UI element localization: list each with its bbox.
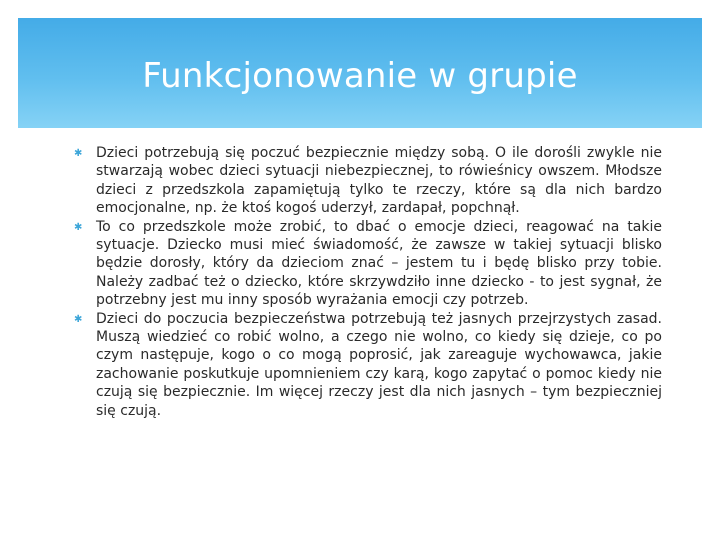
slide-title: Funkcjonowanie w grupie [142, 56, 578, 96]
bullet-item-1 [74, 144, 662, 218]
asterisk-bullet-icon: ✱ [74, 148, 83, 159]
bullet-item-2 [74, 218, 662, 310]
bullet-text: Dzieci do poczucia bezpieczeństwa potrzebują też jasnych przejrzystych zasad. Muszą wiedzieć co robić wolno, a czego nie wolno, co kiedy się dzieje, co po czym następuje, kogo o co mogą poprosić, jak zareaguje wychowawca, jakie zachowanie poskutkuje upomnieniem czy karą, kogo zapytać o pomoc kiedy nie czują się bezpiecznie. Im więcej rzeczy jest dla nich jasnych – tym bezpieczniej się czują. [96, 310, 662, 419]
asterisk-bullet-icon: ✱ [74, 313, 83, 325]
bullet-text: To co przedszkole może zrobić, to dbać o emocje dzieci, reagować na takie sytuacje. Dziecko musi mieć świadomość, że zawsze w takiej sytuacji blisko będzie dorosły, który da dzieciom znać – jestem tu i będę blisko przy tobie. Należy zadbać też o dziecko, które skrzywdziło inne dziecko - to jest sygnał, że potrzebny jest mu inny sposób wyrażania emocji czy potrzeb. [96, 218, 662, 309]
asterisk-bullet-icon: ✱ [74, 221, 83, 233]
bullet-item-3 [74, 310, 662, 420]
bullet-text: Dzieci potrzebują się poczuć bezpiecznie między sobą. O ile dorośli zwykle nie stwarzają wobec dzieci sytuacji niebezpiecznej, to rówieśnicy owszem. Młodsze dzieci z przedszkola zapamiętują tylko te rzeczy, które są dla nich bardzo emocjonalne, np. że ktoś kogoś uderzył, zardapał, popchnął. [96, 145, 662, 217]
bullet-list [74, 144, 662, 420]
